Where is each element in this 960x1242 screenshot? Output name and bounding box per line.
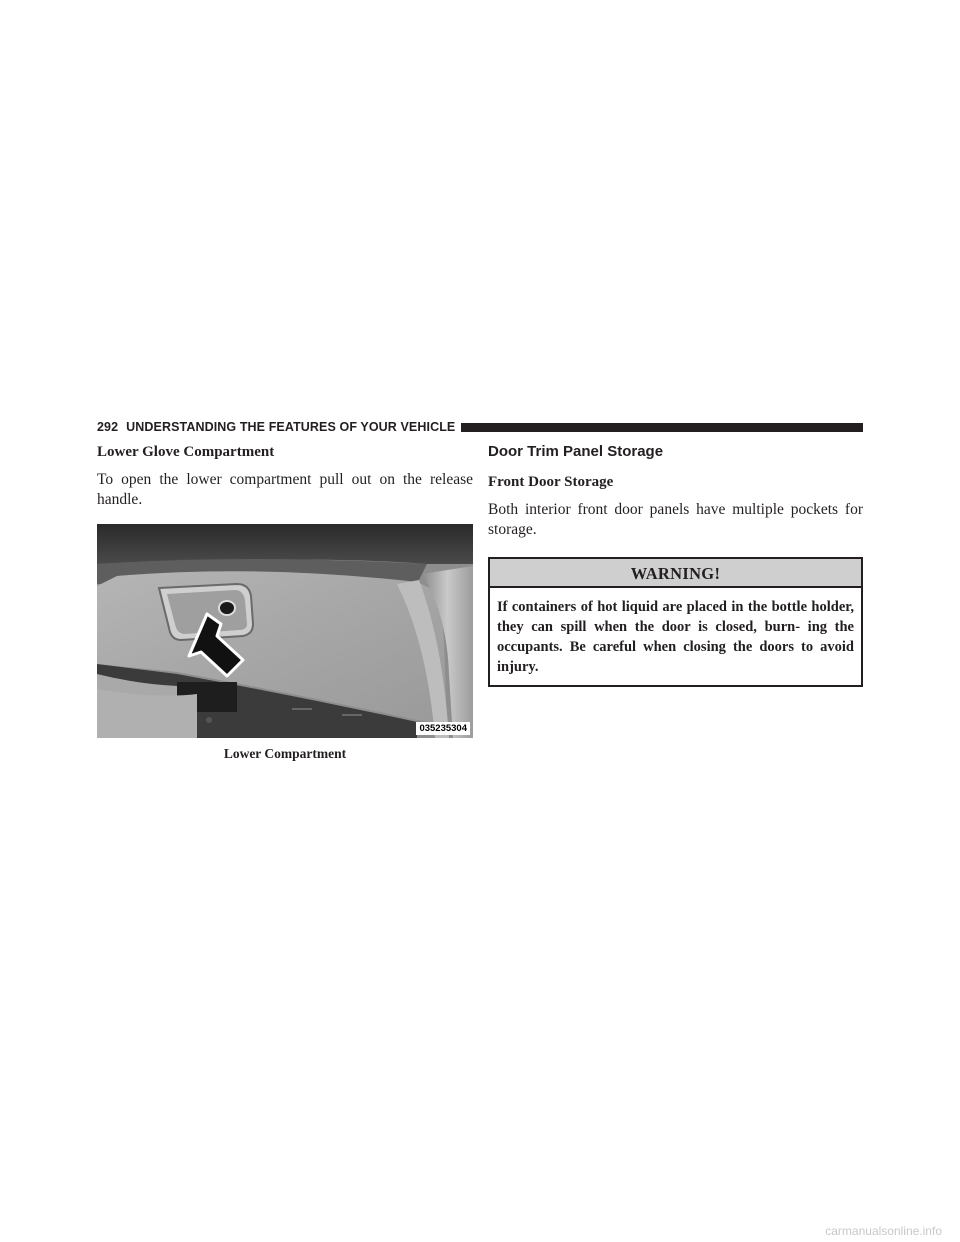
watermark: carmanualsonline.info [825,1224,942,1238]
warning-text: If containers of hot liquid are placed in the bottle holder, they can spill when the door is closed, burn- ing the occupants. Be careful when closing the doors to avoid injury. [497,599,854,675]
page-number: 292 [97,420,119,434]
warning-box [488,557,863,687]
figure-caption: Lower Compartment [223,746,347,761]
front-door-storage-heading: Front Door Storage [488,474,614,490]
running-header [97,420,863,434]
lower-compartment-photo [97,524,473,738]
front-door-paragraph: Both interior front door panels have multiple pockets for storage. [488,501,863,538]
header-rule [461,423,863,432]
figure-code: 035235304 [416,722,470,735]
left-column [97,442,473,762]
lower-glove-paragraph: To open the lower compartment pull out on the release handle. [97,471,473,508]
right-column [488,442,863,687]
lower-glove-heading: Lower Glove Compartment [97,444,275,460]
glove-compartment-illustration [97,524,473,738]
warning-title: WARNING! [490,559,861,588]
door-trim-heading: Door Trim Panel Storage [488,443,664,460]
section-title: UNDERSTANDING THE FEATURES OF YOUR VEHICLE [126,420,456,434]
